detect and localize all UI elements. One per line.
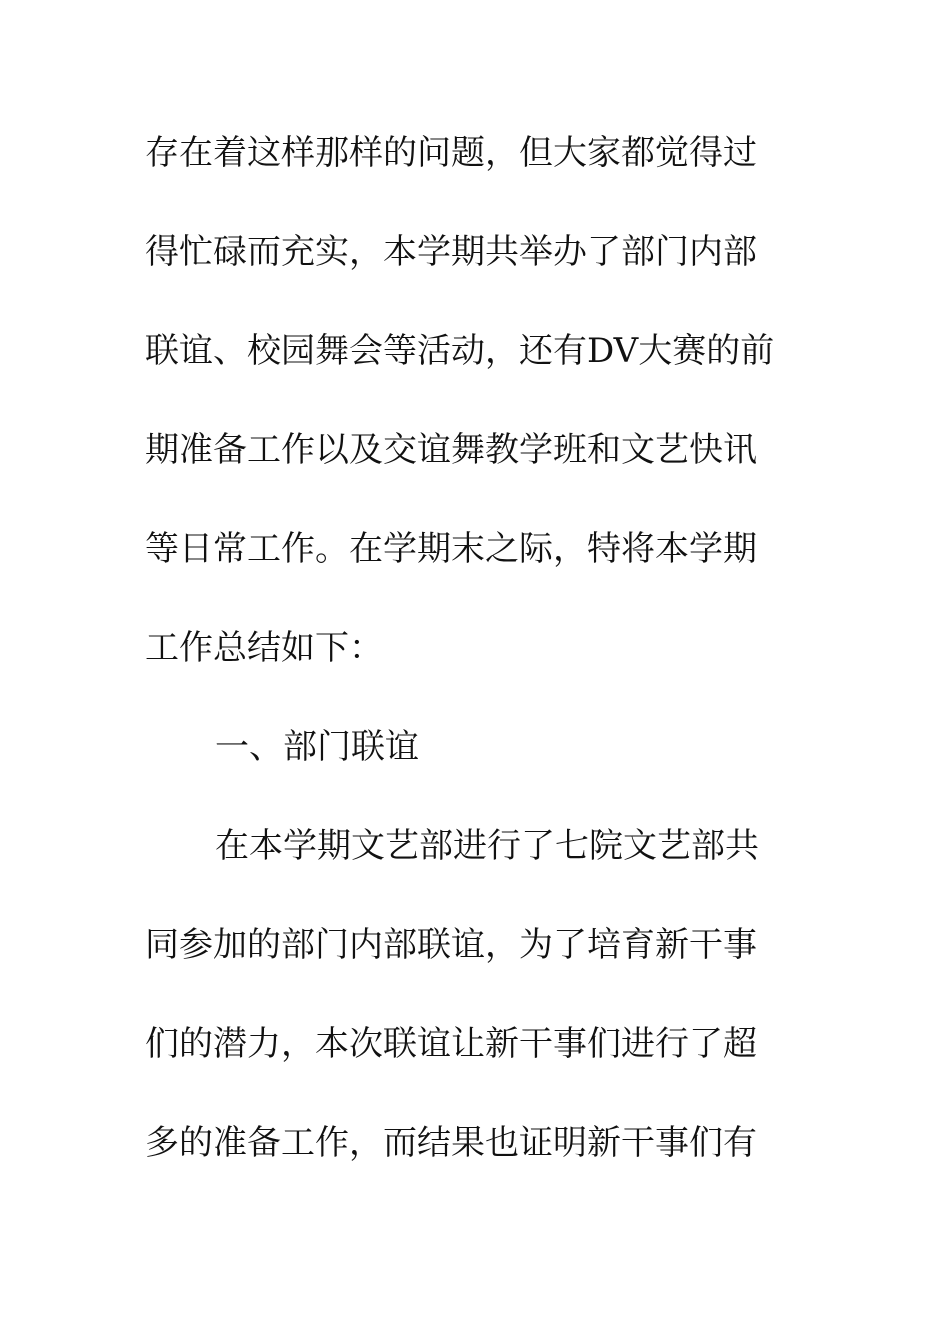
body-text-line-4: 期准备工作以及交谊舞教学班和文艺快讯 [145, 430, 757, 470]
body-text-line-3: 联谊、校园舞会等活动，还有DV大赛的前 [145, 331, 775, 371]
body-text-line-2: 得忙碌而充实，本学期共举办了部门内部 [145, 232, 757, 272]
body-text-line-6: 工作总结如下： [145, 628, 383, 668]
body-text-line-9: 同参加的部门内部联谊，为了培育新干事 [145, 925, 757, 965]
body-text-line-5: 等日常工作。在学期末之际，特将本学期 [145, 529, 757, 569]
section-heading: 一、部门联谊 [215, 727, 419, 767]
paragraph-first-line: 在本学期文艺部进行了七院文艺部共 [215, 826, 759, 866]
body-text-line-1: 存在着这样那样的问题，但大家都觉得过 [145, 133, 757, 173]
body-text-line-11: 多的准备工作，而结果也证明新干事们有 [145, 1123, 757, 1163]
body-text-line-10: 们的潜力，本次联谊让新干事们进行了超 [145, 1024, 757, 1064]
